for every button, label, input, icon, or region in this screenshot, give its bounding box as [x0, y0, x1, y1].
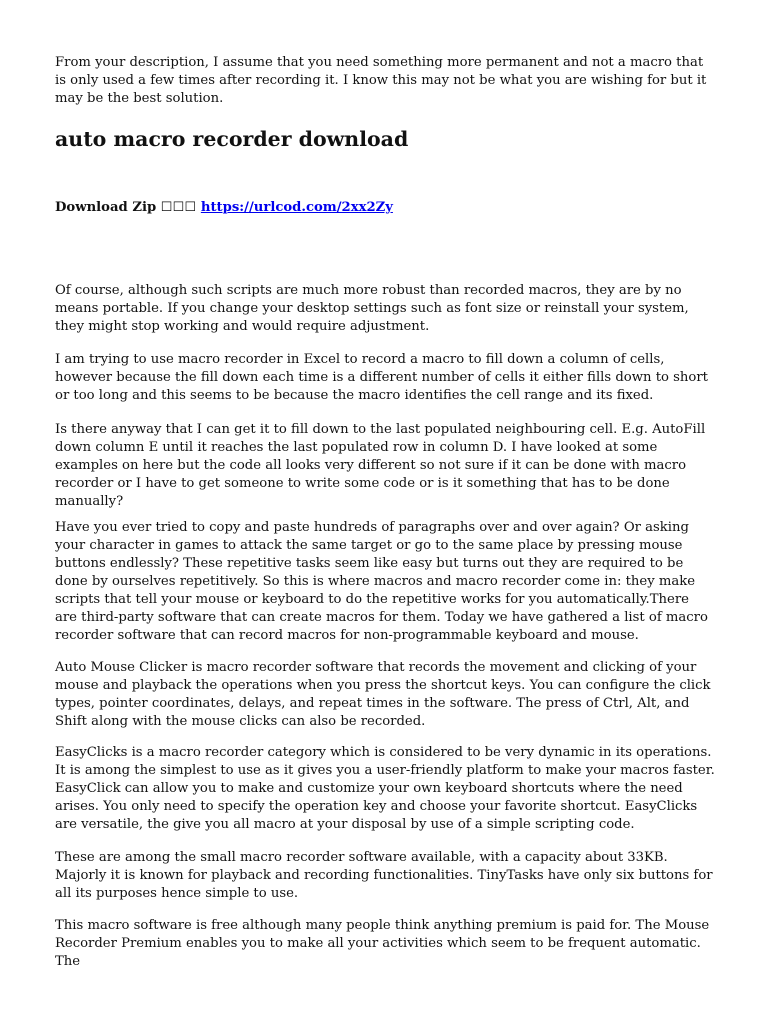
- document-page: [55, 54, 715, 969]
- paragraph-portability: Of course, although such scripts are much more robust than recorded macros, they are by no means portable. If you change your desktop settings such as font size or reinstall your system, they might stop working and would require adjustment.: [55, 283, 689, 334]
- paragraph-autofill-question: Is there anyway that I can get it to fill down to the last populated neighbouring cell. E.g. AutoFill down column E until it reaches the last populated row in column D. I have looked at some examples on here but the code all looks very different so not sure if it can be done with macro recorder or I have to get someone to write some code or is it something that has to be done manually?: [55, 422, 706, 509]
- download-label: Download Zip: [55, 200, 157, 215]
- paragraph-tinytasks: These are among the small macro recorder software available, with a capacity about 33KB. Majorly it is known for playback and recording functionalities. TinyTasks have only six buttons for all its purposes hence simple to use.: [55, 850, 713, 901]
- paragraph-auto-mouse-clicker: Auto Mouse Clicker is macro recorder software that records the movement and clicking of your mouse and playback the operations when you press the shortcut keys. You can configure the click types, pointer coordinates, delays, and repeat times in the software. The press of Ctrl, Alt, and Shift along with the mouse clicks can also be recorded.: [55, 660, 711, 729]
- intro-paragraph: From your description, I assume that you need something more permanent and not a macro that is only used a few times after recording it. I know this may not be what you are wishing for but it may be the best solution.: [55, 55, 707, 106]
- download-line: [55, 199, 393, 217]
- paragraph-mouse-recorder-premium: This macro software is free although many people think anything premium is paid for. The Mouse Recorder Premium enables you to make all your activities which seem to be frequent automatic. The: [55, 918, 710, 969]
- arrow-glyphs: ☐☐☐: [160, 200, 197, 215]
- page-title: auto macro recorder download: [55, 127, 409, 151]
- paragraph-excel-fill-down: I am trying to use macro recorder in Excel to record a macro to fill down a column of cells, however because the fill down each time is a different number of cells it either fills down to short or too long and this seems to be because the macro identifies the cell range and its fixed.: [55, 352, 708, 403]
- paragraph-repetitive-tasks: Have you ever tried to copy and paste hundreds of paragraphs over and over again? Or asking your character in games to attack the same target or go to the same place by pressing mouse buttons endlessly? These repetitive tasks seem like easy but turns out they are required to be done by ourselves repetitively. So this is where macros and macro recorder come in: they make scripts that tell your mouse or keyboard to do the repetitive works for you automatically.There are third-party software that can create macros for them. Today we have gathered a list of macro recorder software that can record macros for non-programmable keyboard and mouse.: [55, 520, 708, 643]
- paragraph-easyclicks: EasyClicks is a macro recorder category which is considered to be very dynamic in its operations. It is among the simplest to use as it gives you a user-friendly platform to make your macros faster. EasyClick can allow you to make and customize your own keyboard shortcuts where the need arises. You only need to specify the operation key and choose your favorite shortcut. EasyClicks are versatile, the give you all macro at your disposal by use of a simple scripting code.: [55, 745, 715, 832]
- download-link[interactable]: https://urlcod.com/2xx2Zy: [200, 200, 393, 215]
